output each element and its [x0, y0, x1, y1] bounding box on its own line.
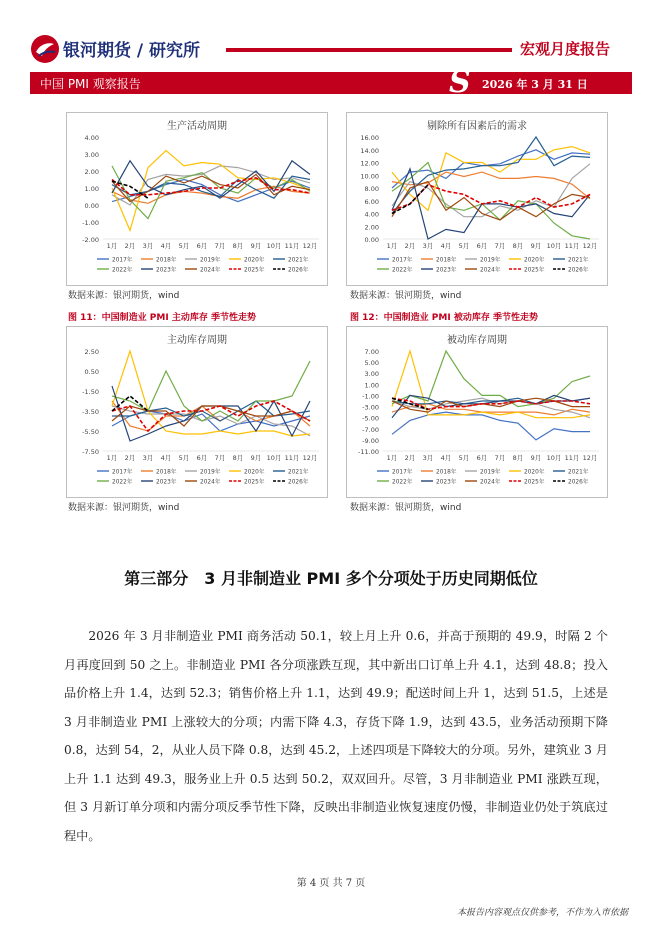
x-tick-label: 8月	[512, 454, 524, 462]
legend-label: 2021年	[568, 469, 589, 476]
y-tick-label: -1.50	[82, 388, 99, 396]
x-tick-label: 8月	[232, 242, 244, 250]
x-tick-label: 3月	[422, 242, 434, 250]
y-tick-label: 12.00	[360, 159, 379, 168]
y-tick-label: -3.50	[82, 408, 99, 416]
legend-label: 2026年	[568, 267, 589, 274]
x-tick-label: 9月	[530, 454, 542, 462]
x-tick-label: 5月	[458, 454, 470, 462]
y-tick-label: 6.00	[364, 197, 379, 206]
x-tick-label: 1月	[386, 242, 398, 250]
legend-label: 2019年	[480, 257, 501, 264]
chart-svg	[67, 327, 327, 497]
chart-svg	[347, 327, 607, 497]
legend-label: 2024年	[480, 267, 501, 274]
legend-label: 2021年	[568, 257, 589, 264]
header-divider	[226, 48, 512, 52]
legend-label: 2019年	[200, 469, 221, 476]
legend-label: 2023年	[156, 479, 177, 486]
legend-label: 2020年	[244, 469, 265, 476]
legend-label: 2022年	[112, 479, 133, 486]
y-tick-label: -7.00	[362, 425, 379, 434]
series-line	[392, 150, 590, 188]
legend-label: 2018年	[156, 257, 177, 264]
chart-active-inventory	[66, 326, 328, 498]
legend-label: 2017年	[392, 257, 413, 264]
x-tick-label: 10月	[266, 242, 282, 250]
figure-caption: 图 12：中国制造业 PMI 被动库存 季节性走势	[350, 313, 538, 323]
x-tick-label: 2月	[404, 454, 416, 462]
x-tick-label: 5月	[178, 242, 190, 250]
y-tick-label: 4.00	[84, 134, 99, 142]
x-tick-label: 9月	[250, 242, 262, 250]
report-title: 中国 PMI 观察报告	[40, 77, 141, 91]
chart-source: 数据来源：银河期货，wind	[68, 503, 180, 513]
y-tick-label: 0.00	[364, 236, 379, 244]
x-tick-label: 12月	[582, 454, 598, 462]
x-tick-label: 7月	[214, 454, 226, 462]
x-tick-label: 10月	[546, 454, 562, 462]
y-tick-label: 3.00	[364, 370, 379, 379]
legend-label: 2017年	[392, 469, 413, 476]
chart-passive-inventory	[346, 326, 608, 498]
y-tick-label: 3.00	[84, 151, 99, 159]
page-number: 第 4 页 共 7 页	[296, 878, 366, 889]
x-tick-label: 4月	[160, 242, 172, 250]
x-tick-label: 1月	[106, 454, 118, 462]
x-tick-label: 11月	[564, 454, 580, 462]
x-tick-label: 12月	[302, 454, 318, 462]
legend-label: 2020年	[244, 257, 265, 264]
legend-label: 2022年	[392, 479, 413, 486]
x-tick-label: 6月	[196, 454, 208, 462]
disclaimer: 本报告内容观点仅供参考，不作为入市依据	[456, 908, 628, 918]
section-title: 第三部分 3 月非制造业 PMI 多个分项处于历史同期低位	[124, 569, 538, 588]
y-tick-label: 0.00	[84, 202, 99, 210]
legend-label: 2019年	[200, 257, 221, 264]
x-tick-label: 11月	[564, 242, 580, 250]
x-tick-label: 3月	[142, 242, 154, 250]
report-type: 宏观月度报告	[520, 40, 611, 58]
banner-logo-mark: S	[449, 65, 471, 100]
y-tick-label: 14.00	[360, 146, 379, 155]
y-tick-label: 16.00	[360, 134, 379, 142]
x-tick-label: 4月	[440, 242, 452, 250]
chart-source: 数据来源：银河期货，wind	[350, 503, 462, 513]
y-tick-label: 1.00	[84, 185, 99, 193]
x-tick-label: 8月	[232, 454, 244, 462]
x-tick-label: 2月	[124, 242, 136, 250]
legend-label: 2020年	[524, 257, 545, 264]
y-tick-label: -3.00	[362, 403, 379, 412]
y-tick-label: -5.50	[82, 428, 99, 436]
chart-source: 数据来源：银河期货，wind	[350, 291, 462, 301]
legend-label: 2017年	[112, 469, 133, 476]
legend-label: 2021年	[288, 257, 309, 264]
legend-label: 2026年	[288, 479, 309, 486]
figure-caption: 图 11：中国制造业 PMI 主动库存 季节性走势	[68, 313, 256, 323]
x-tick-label: 7月	[214, 242, 226, 250]
legend-label: 2022年	[112, 267, 133, 274]
legend-label: 2022年	[392, 267, 413, 274]
x-tick-label: 11月	[284, 242, 300, 250]
chart-title: 剔除所有因素后的需求	[427, 121, 527, 132]
x-tick-label: 6月	[476, 242, 488, 250]
brand-name	[63, 36, 200, 61]
legend-label: 2023年	[156, 267, 177, 274]
x-tick-label: 3月	[422, 454, 434, 462]
chart-title: 被动库存周期	[447, 335, 507, 346]
series-line	[392, 412, 590, 440]
x-tick-label: 9月	[250, 454, 262, 462]
x-tick-label: 4月	[160, 454, 172, 462]
x-tick-label: 12月	[302, 242, 318, 250]
y-tick-label: 8.00	[364, 185, 379, 193]
legend-label: 2018年	[436, 257, 457, 264]
legend-label: 2023年	[436, 267, 457, 274]
y-tick-label: -1.00	[82, 219, 99, 227]
x-tick-label: 10月	[266, 454, 282, 462]
legend-label: 2020年	[524, 469, 545, 476]
x-tick-label: 7月	[494, 454, 506, 462]
y-tick-label: -5.00	[362, 414, 379, 423]
legend-label: 2018年	[156, 469, 177, 476]
x-tick-label: 2月	[124, 454, 136, 462]
series-line	[392, 351, 590, 407]
y-tick-label: -11.00	[358, 448, 379, 456]
y-tick-label: -7.50	[82, 448, 99, 456]
y-tick-label: -2.00	[82, 236, 99, 244]
legend-label: 2017年	[112, 257, 133, 264]
y-tick-label: -9.00	[362, 436, 379, 445]
series-line	[392, 164, 590, 217]
legend-label: 2025年	[244, 479, 265, 486]
x-tick-label: 10月	[546, 242, 562, 250]
report-date: 2026 年 3 月 31 日	[482, 78, 588, 91]
x-tick-label: 12月	[582, 242, 598, 250]
x-tick-label: 8月	[512, 242, 524, 250]
legend-label: 2023年	[436, 479, 457, 486]
y-tick-label: 5.00	[364, 359, 379, 368]
x-tick-label: 9月	[530, 242, 542, 250]
y-tick-label: -1.00	[362, 392, 379, 401]
legend-label: 2024年	[200, 267, 221, 274]
x-tick-label: 5月	[178, 454, 190, 462]
legend-label: 2025年	[524, 267, 545, 274]
logo-icon	[30, 34, 60, 64]
x-tick-label: 1月	[106, 242, 118, 250]
x-tick-label: 5月	[458, 242, 470, 250]
brand-department: 研究所	[149, 41, 201, 61]
chart-title: 生产活动周期	[167, 121, 227, 132]
legend-label: 2026年	[288, 267, 309, 274]
legend-label: 2019年	[480, 469, 501, 476]
chart-svg	[347, 113, 607, 285]
x-tick-label: 2月	[404, 242, 416, 250]
y-tick-label: 2.00	[364, 223, 379, 232]
legend-label: 2025年	[244, 267, 265, 274]
legend-label: 2026年	[568, 479, 589, 486]
x-tick-label: 11月	[284, 454, 300, 462]
legend-label: 2025年	[524, 479, 545, 486]
y-tick-label: 1.00	[364, 381, 379, 390]
legend-label: 2018年	[436, 469, 457, 476]
chart-demand-adjusted	[346, 112, 608, 286]
legend-label: 2024年	[480, 479, 501, 486]
chart-production-cycle	[66, 112, 328, 286]
legend-label: 2021年	[288, 469, 309, 476]
y-tick-label: 7.00	[364, 348, 379, 356]
x-tick-label: 1月	[386, 454, 398, 462]
y-tick-label: 4.00	[364, 210, 379, 219]
chart-source: 数据来源：银河期货，wind	[68, 291, 180, 301]
x-tick-label: 6月	[476, 454, 488, 462]
legend-label: 2024年	[200, 479, 221, 486]
x-tick-label: 4月	[440, 454, 452, 462]
y-tick-label: 2.00	[84, 168, 99, 176]
body-paragraph: 2026 年 3 月非制造业 PMI 商务活动 50.1，较上月上升 0.6，并高于预期的 49.9，时隔 2 个月再度回到 50 之上。非制造业 PMI 各分项涨跌互现，其中新出口订单上升 4.1，达到 48.8；投入品价格上升 1.4，达到 52.3；销售价格上升 1.1，达到 49.9；配送时间上升 1，达到 51.5，上述是 3 月非制造业 PMI 上涨较大的分项；内需下降 4.3，存货下降 1.9，达到 43.5，业务活动预期下降 0.8，达到 54，2，从业人员下降 0.8，达到 45.2，上述四项是下降较大的分项。另外，建筑业 3 月上升 1.1 达到 49.3，服务业上升 0.5 达到 50.2，双双回升。尽管，3 月非制造业 PMI 涨跌互现，但 3 月新订单分项和内需分项反季节性下降，反映出非制造业恢复速度仍慢，非制造业仍处于筑底过程中。	[64, 629, 608, 843]
chart-title: 主动库存周期	[167, 335, 227, 346]
x-tick-label: 7月	[494, 242, 506, 250]
chart-svg	[67, 113, 327, 285]
y-tick-label: 0.50	[84, 368, 99, 376]
y-tick-label: 2.50	[84, 348, 99, 356]
x-tick-label: 3月	[142, 454, 154, 462]
y-tick-label: 10.00	[360, 172, 379, 181]
brand-separator: /	[131, 41, 150, 61]
brand-company: 银河期货	[63, 41, 131, 61]
x-tick-label: 6月	[196, 242, 208, 250]
